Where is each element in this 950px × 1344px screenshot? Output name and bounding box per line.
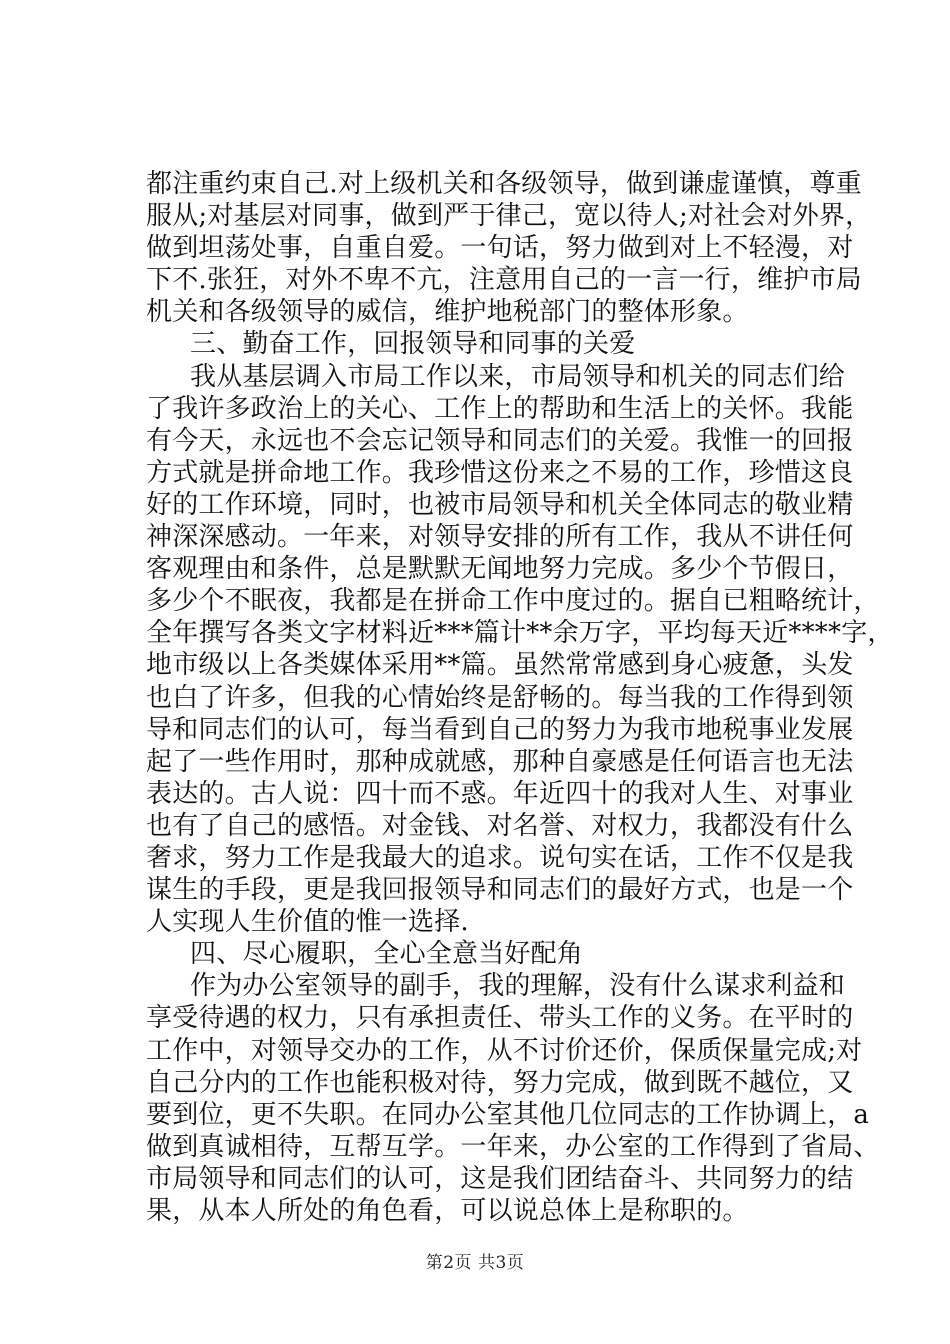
- paragraph-line: 也白了许多，但我的心情始终是舒畅的。每当我的工作得到领: [146, 682, 854, 713]
- paragraph-line: 都注重约束自己.对上级机关和各级领导，做到谦虚谨慎，尊重: [146, 169, 862, 199]
- paragraph-line: 下不.张狂，对外不卑不亢，注意用自己的一言一行，维护市局: [146, 265, 862, 296]
- paragraph-line: 神深深感动。一年来，对领导安排的所有工作，我从不讲任何: [146, 522, 854, 553]
- paragraph-line: 工作中，对领导交办的工作，从不讨价还价，保质保量完成;对: [146, 1035, 863, 1066]
- paragraph-line: 也有了自己的感悟。对金钱、对名誉、对权力，我都没有什么: [146, 810, 854, 841]
- paragraph-line-indented: 四、尽心履职，全心全意当好配角: [190, 939, 584, 970]
- paragraph-line-indented: 三、勤奋工作，回报领导和同事的关爱: [190, 329, 636, 360]
- paragraph-line: 有今天，永远也不会忘记领导和同志们的关爱。我惟一的回报: [146, 425, 854, 456]
- paragraph-line: 要到位，更不失职。在同办公室其他几位同志的工作协调上，a: [146, 1099, 870, 1130]
- paragraph-line: 了我许多政治上的关心、工作上的帮助和生活上的关怀。我能: [146, 393, 854, 424]
- paragraph-line: 客观理由和条件，总是默默无闻地努力完成。多少个节假日，: [146, 554, 854, 585]
- paragraph-line: 市局领导和同志们的认可，这是我们团结奋斗、共同努力的结: [146, 1163, 854, 1194]
- document-body: [146, 168, 894, 1227]
- paragraph-line: 奢求，努力工作是我最大的追求。说句实在话，工作不仅是我: [146, 842, 854, 873]
- paragraph-line: 全年撰写各类文字材料近***篇计**余万字，平均每天近****字，: [146, 618, 894, 649]
- paragraph-line: 做到真诚相待，互帮互学。一年来，办公室的工作得到了省局、: [146, 1131, 880, 1162]
- page-number-footer: 第2页 共3页: [425, 1253, 525, 1273]
- paragraph-line-indented: 作为办公室领导的副手，我的理解，没有什么谋求利益和: [190, 971, 846, 1002]
- paragraph-line: 服从;对基层对同事，做到严于律己，宽以待人;对社会对外界，: [146, 201, 872, 232]
- paragraph-line: 人实现人生价值的惟一选择.: [146, 907, 469, 938]
- paragraph-line: 自己分内的工作也能积极对待，努力完成，做到既不越位，又: [146, 1067, 854, 1098]
- paragraph-line: 多少个不眠夜，我都是在拼命工作中度过的。据自已粗略统计，: [146, 586, 880, 617]
- paragraph-line: 谋生的手段，更是我回报领导和同志们的最好方式，也是一个: [146, 875, 854, 906]
- paragraph-line: 好的工作环境，同时，也被市局领导和机关全体同志的敬业精: [146, 489, 854, 520]
- paragraph-line: 导和同志们的认可，每当看到自己的努力为我市地税事业发展: [146, 714, 854, 745]
- paragraph-line: 起了一些作用时，那种成就感，那种自豪感是任何语言也无法: [146, 746, 854, 777]
- paragraph-line: 表达的。古人说：四十而不惑。年近四十的我对人生、对事业: [146, 778, 854, 809]
- paragraph-line: 做到坦荡处事，自重自爱。一句话，努力做到对上不轻漫，对: [146, 233, 854, 264]
- paragraph-line: 地市级以上各类媒体采用**篇。虽然常常感到身心疲惫，头发: [146, 650, 854, 681]
- paragraph-line: 机关和各级领导的威信，维护地税部门的整体形象。: [146, 297, 749, 328]
- paragraph-line: 方式就是拼命地工作。我珍惜这份来之不易的工作，珍惜这良: [146, 457, 854, 488]
- paragraph-line: 果，从本人所处的角色看，可以说总体上是称职的。: [146, 1196, 749, 1226]
- paragraph-line: 享受待遇的权力，只有承担责任、带头工作的义务。在平时的: [146, 1003, 854, 1034]
- paragraph-line-indented: 我从基层调入市局工作以来，市局领导和机关的同志们给: [190, 361, 846, 392]
